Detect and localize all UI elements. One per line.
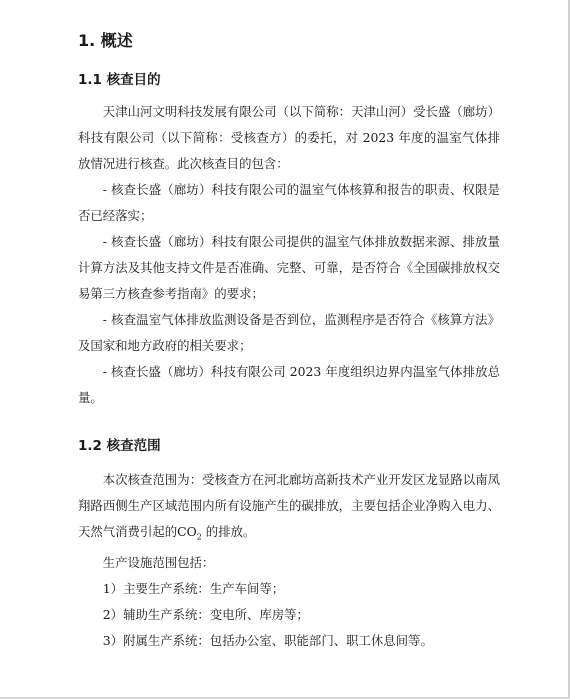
section-heading-purpose: 1.1 核查目的 [78, 72, 161, 88]
scope-section [78, 435, 500, 654]
purpose-bullet-item: - 核查温室气体排放监测设备是否到位，监测程序是否符合《核算方法》及国家和地方政府的相关要求； [78, 312, 500, 353]
purpose-bullet-item: - 核查长盛（廊坊）科技有限公司提供的温室气体排放数据来源、排放量计算方法及其他支持文件是否准确、完整、可靠，是否符合《全国碳排放权交易第三方核查参考指南》的要求； [78, 234, 500, 301]
document-content [78, 29, 500, 654]
facility-item: 1）主要生产系统：生产车间等； [102, 581, 285, 597]
section-heading-scope: 1.2 核查范围 [78, 438, 161, 454]
co2-formula: $CO_2$ [177, 524, 202, 542]
purpose-intro-paragraph: 天津山河文明科技发展有限公司（以下简称：天津山河）受长盛（廊坊）科技有限公司（以下简称：受核查方）的委托，对 2023 年度的温室气体排放情况进行核查。此次核查目的包含： [78, 104, 500, 171]
facilities-list [78, 576, 500, 654]
scope-intro-paragraph [78, 467, 500, 550]
facility-item: 2）辅助生产系统：变电所、库房等； [102, 607, 309, 623]
facility-item: 3）附属生产系统：包括办公室、职能部门、职工休息间等。 [102, 633, 433, 649]
scope-intro-tail: 的排放。 [201, 524, 256, 539]
chapter-heading: 1. 概述 [78, 31, 133, 50]
purpose-bullet-item: - 核查长盛（廊坊）科技有限公司 2023 年度组织边界内温室气体排放总量。 [78, 364, 500, 405]
facilities-label: 生产设施范围包括： [102, 555, 215, 571]
purpose-bullet-item: - 核查长盛（廊坊）科技有限公司的温室气体核算和报告的职责、权限是否已经落实； [78, 182, 500, 223]
scope-intro-text: 本次核查范围为：受核查方在河北廊坊高新技术产业开发区龙显路以南凤翔路西侧生产区域范围内所有设施产生的碳排放，主要包括企业净购入电力、天然气消费引起的 [78, 472, 500, 539]
purpose-bullet-list [78, 177, 500, 411]
